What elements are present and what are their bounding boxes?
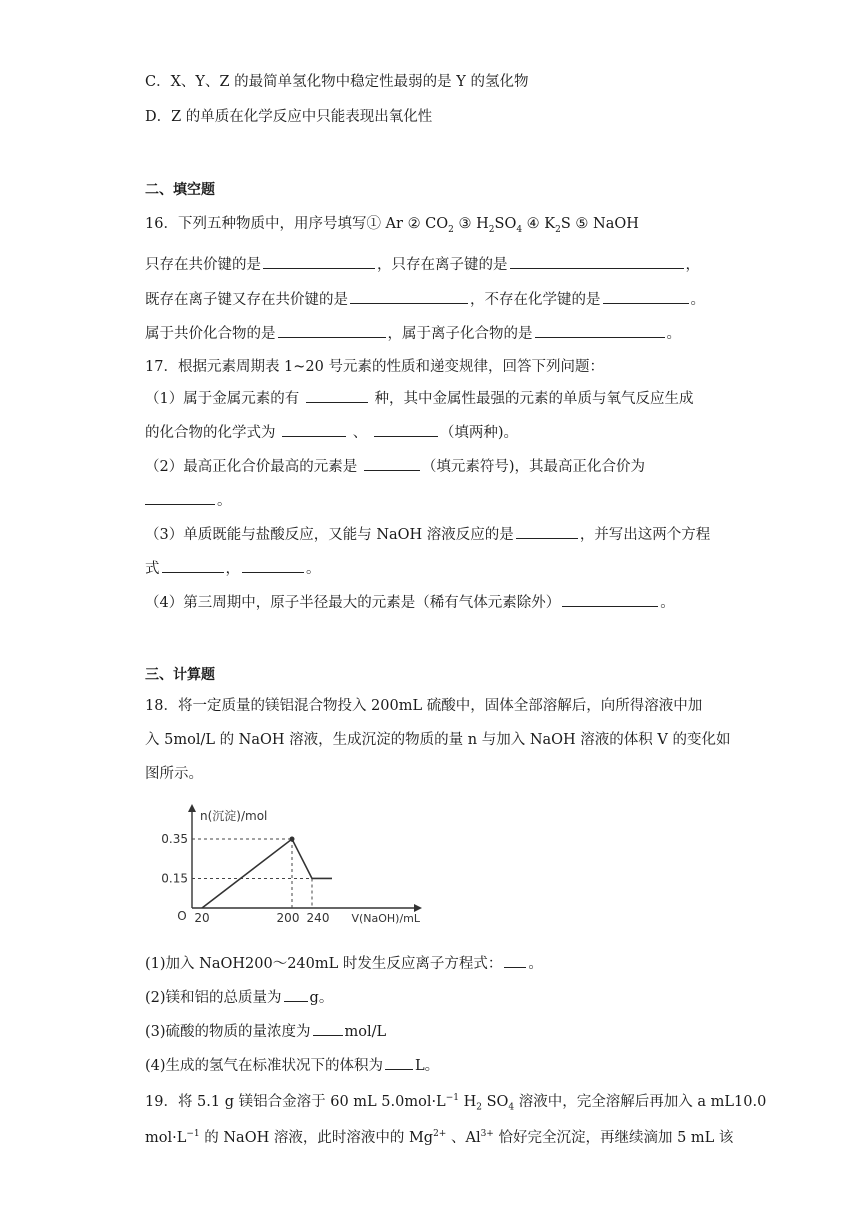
answer-blank[interactable] (516, 524, 578, 539)
option-d: D．Z 的单质在化学反应中只能表现出氧化性 (145, 109, 433, 125)
origin-label: O (177, 909, 187, 923)
question-18-line-3: 图所示。 (145, 766, 203, 782)
question-17-part-4: （4）第三周期中，原子半径最大的元素是（稀有气体元素除外） 。 (145, 592, 675, 613)
answer-blank[interactable] (350, 289, 468, 304)
answer-blank[interactable] (145, 490, 215, 505)
question-16-line-1: 只存在共价键的是 ，只存在离子键的是 ， (145, 254, 700, 275)
question-16-intro: 16．下列五种物质中，用序号填写① Ar ② $CO_2$ ③ $H_2SO_4$ ④ $K_2S$ ⑤ NaOH (145, 216, 639, 235)
question-17-part-2-line-1: （2）最高正化合价最高的元素是 （填元素符号)，其最高正化合价为 (145, 456, 645, 477)
answer-blank[interactable] (313, 1021, 343, 1036)
y-axis-arrow (188, 804, 196, 812)
y-tick-label: 0.35 (161, 832, 188, 847)
answer-blank[interactable] (385, 1055, 413, 1070)
answer-blank[interactable] (603, 289, 689, 304)
answer-blank[interactable] (306, 388, 368, 403)
question-19-line-2: $mol\cdot L^{-1}$ 的 NaOH 溶液，此时溶液中的 $Mg^{2+}$ 、$Al^{3+}$ 恰好完全沉淀，再继续滴加 5 mL 该 (145, 1129, 734, 1146)
data-point (290, 837, 295, 842)
precipitate-volume-chart (160, 800, 460, 930)
question-16-line-3: 属于共价化合物的是 ，属于离子化合物的是 。 (145, 323, 681, 344)
answer-blank[interactable] (162, 558, 224, 573)
question-18-line-1: 18．将一定质量的镁铝混合物投入 200mL 硫酸中，固体全部溶解后，向所得溶液中加 (145, 698, 703, 714)
answer-blank[interactable] (242, 558, 304, 573)
answer-blank[interactable] (282, 422, 346, 437)
question-18-part-3: (3)硫酸的物质的量浓度为 mol/L (145, 1021, 386, 1042)
x-axis-label: V(NaOH)/mL (351, 912, 420, 925)
answer-blank[interactable] (263, 254, 375, 269)
question-19-line-1: 19．将 5.1 g 镁铝合金溶于 60 mL $5.0mol\cdot L^{-1}$ $H_2$ $SO_4$ 溶液中，完全溶解后再加入 a mL10.0 (145, 1093, 767, 1113)
section-fill-in: 二、填空题 (145, 182, 215, 198)
question-17-part-2-line-2: 。 (145, 490, 232, 511)
question-17-part-1-line-2: 的化合物的化学式为 、 （填两种)。 (145, 422, 518, 443)
question-18-part-4: (4)生成的氢气在标准状况下的体积为 L。 (145, 1055, 439, 1076)
x-tick-label: 20 (194, 911, 210, 925)
y-tick-label: 0.15 (161, 871, 188, 886)
x-tick-label: 240 (306, 911, 330, 925)
question-18-line-2: 入 5mol/L 的 NaOH 溶液，生成沉淀的物质的量 n 与加入 NaOH 溶液的体积 V 的变化如 (145, 732, 731, 748)
question-18-part-2: (2)镁和铝的总质量为 g。 (145, 987, 333, 1008)
answer-blank[interactable] (535, 323, 665, 338)
answer-blank[interactable] (278, 323, 386, 338)
answer-blank[interactable] (562, 592, 658, 607)
question-17-part-1-line-1: （1）属于金属元素的有 种，其中金属性最强的元素的单质与氧气反应生成 (145, 388, 693, 409)
x-axis-arrow (414, 904, 422, 912)
answer-blank[interactable] (510, 254, 684, 269)
answer-blank[interactable] (284, 987, 308, 1002)
question-17-part-3-line-1: （3）单质既能与盐酸反应，又能与 NaOH 溶液反应的是 ，并写出这两个方程 (145, 524, 710, 545)
question-18-part-1: (1)加入 NaOH200～240mL 时发生反应离子方程式： 。 (145, 953, 543, 974)
answer-blank[interactable] (374, 422, 438, 437)
x-tick-label: 200 (276, 911, 300, 925)
answer-blank[interactable] (504, 953, 526, 968)
chart-plot-area (161, 804, 422, 925)
y-axis-label: n(沉淀)/mol (200, 809, 268, 823)
question-17-part-3-line-2: 式 ， 。 (145, 558, 321, 579)
question-17-intro: 17．根据元素周期表 1~20 号元素的性质和递变规律，回答下列问题： (145, 359, 604, 375)
option-c: C．X、Y、Z 的最简单氢化物中稳定性最弱的是 Y 的氢化物 (145, 74, 529, 90)
section-calculation: 三、计算题 (145, 667, 215, 683)
question-16-line-2: 既存在离子键又存在共价键的是 ，不存在化学键的是 。 (145, 289, 705, 310)
answer-blank[interactable] (364, 456, 420, 471)
